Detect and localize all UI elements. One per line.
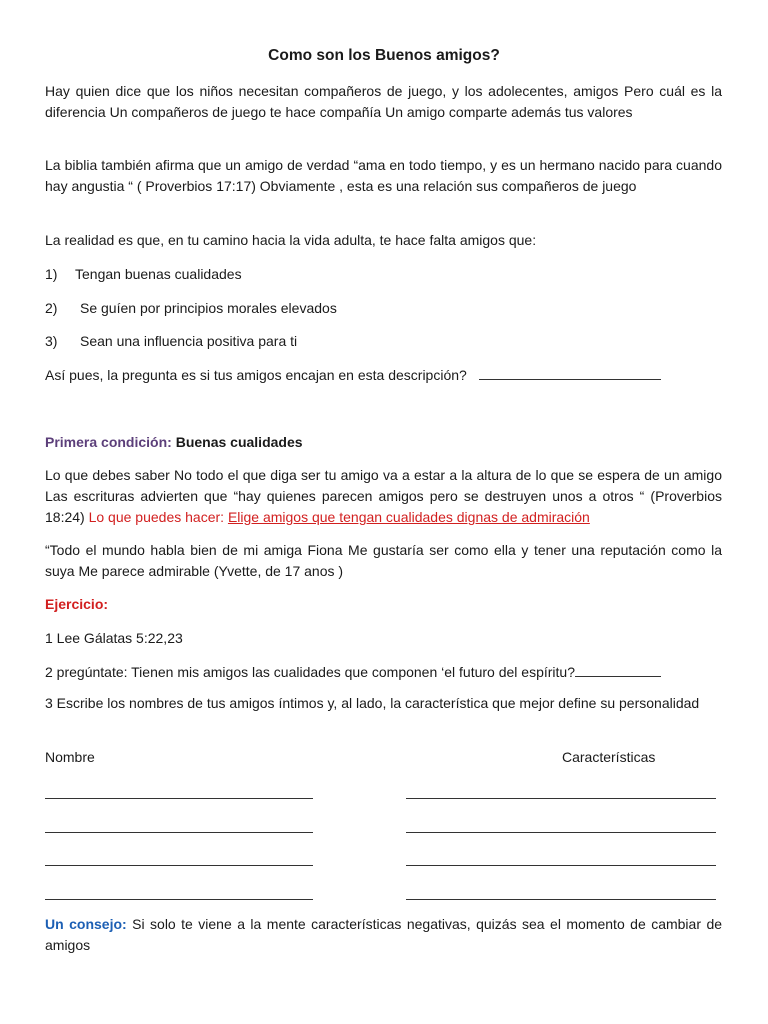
question-text: Así pues, la pregunta es si tus amigos encajan en esta descripción? [45, 367, 467, 383]
trait-blank[interactable] [406, 798, 716, 799]
exercise-step-3: 3 Escribe los nombres de tus amigos íntimos y, al lado, la característica que mejor define su personalidad [45, 695, 700, 711]
trait-blank[interactable] [406, 832, 716, 833]
name-blank[interactable] [45, 865, 313, 866]
page-title: Como son los Buenos amigos? [268, 47, 500, 64]
tip-paragraph [45, 914, 722, 956]
choose-friends-link[interactable]: Elige amigos que tengan cualidades dignas de admiración [227, 509, 590, 525]
trait-blank[interactable] [406, 899, 716, 900]
name-blank[interactable] [45, 832, 313, 833]
what-to-do-label: Lo que puedes hacer: [88, 509, 225, 525]
section-heading [45, 432, 303, 453]
exercise-step-2 [45, 662, 661, 683]
exercise-step-1: 1 Lee Gálatas 5:22,23 [45, 630, 183, 646]
list-item [45, 264, 242, 285]
list-number: 3) [45, 333, 58, 349]
column-header-traits: Características [562, 749, 656, 765]
exercise-step-2-text: 2 pregúntate: Tienen mis amigos las cualidades que componen ‘el futuro del espíritu? [45, 664, 575, 680]
list-item [45, 298, 337, 319]
section-label: Primera condición: [45, 434, 172, 450]
intro-paragraph: Hay quien dice que los niños necesitan compañeros de juego, y los adolecentes, amigos Pero cuál es la diferencia Un compañeros de juego te hace compañía Un amigo comparte además tus valores [45, 83, 722, 120]
answer-blank[interactable] [575, 664, 661, 677]
list-text: Tengan buenas cualidades [75, 266, 242, 282]
list-number: 1) [45, 266, 58, 282]
list-text: Sean una influencia positiva para ti [80, 333, 298, 349]
exercise-label: Ejercicio: [45, 596, 109, 612]
what-to-know-text: Lo que debes saber No todo el que diga ser tu amigo va a estar a la altura de lo que se espera de un amigo Las escrituras advierten que “hay quienes parecen amigos pero se destruyen unos a otros “ (Proverbios 18:24) [45, 467, 722, 525]
section-title: Buenas cualidades [175, 434, 303, 450]
list-text: Se guíen por principios morales elevados [80, 300, 337, 316]
tip-text: Si solo te viene a la mente características negativas, quizás sea el momento de cambiar de amigos [45, 916, 723, 953]
quote-paragraph: “Todo el mundo habla bien de mi amiga Fiona Me gustaría ser como ella y tener una reputación como la suya Me parece admirable (Yvette, de 17 anos ) [45, 542, 722, 579]
answer-blank[interactable] [479, 367, 661, 380]
name-blank[interactable] [45, 798, 313, 799]
column-header-name: Nombre [45, 749, 95, 765]
name-blank[interactable] [45, 899, 313, 900]
question-line [45, 365, 661, 386]
what-to-know-paragraph [45, 465, 722, 528]
reality-paragraph: La realidad es que, en tu camino hacia la vida adulta, te hace falta amigos que: [45, 232, 537, 248]
trait-blank[interactable] [406, 865, 716, 866]
bible-paragraph: La biblia también afirma que un amigo de verdad “ama en todo tiempo, y es un hermano nacido para cuando hay angustia “ ( Proverbios 17:17) Obviamente , esta es una relación sus compañeros de juego [45, 157, 722, 194]
list-item [45, 331, 297, 352]
list-number: 2) [45, 300, 58, 316]
tip-label: Un consejo: [45, 916, 127, 932]
